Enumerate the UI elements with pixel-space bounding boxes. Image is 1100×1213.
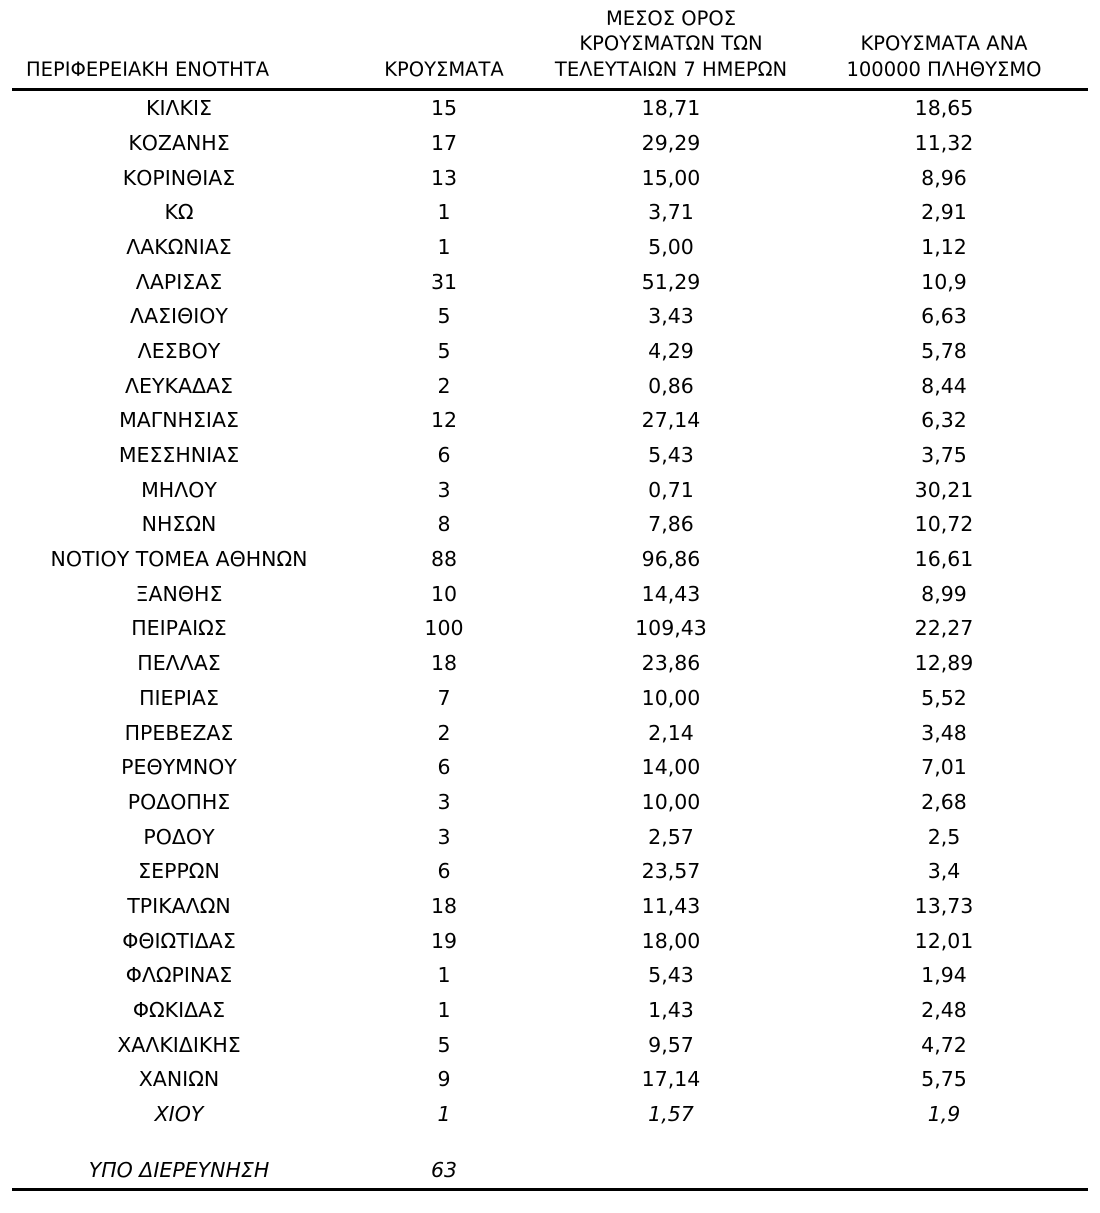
cell-cases: 5	[437, 338, 451, 363]
cell-per100k: 8,96	[921, 165, 967, 190]
table-row	[12, 369, 1088, 404]
cell-per100k: 12,01	[914, 928, 974, 953]
cell-avg7: 1,57	[648, 1102, 694, 1127]
table-header	[12, 6, 1088, 90]
cell-per100k: 16,61	[914, 547, 974, 572]
cell-region: ΦΩΚΙΔΑΣ	[132, 998, 226, 1022]
cell-per100k: 4,72	[921, 1032, 967, 1057]
cell-per100k: 6,63	[921, 304, 967, 329]
cell-region: ΦΛΩΡΙΝΑΣ	[125, 963, 233, 988]
cell-cases: 1	[437, 963, 451, 988]
cell-avg7: 0,71	[648, 477, 694, 502]
cell-avg7: 5,00	[648, 234, 694, 259]
table-body	[12, 90, 1088, 1188]
cell-avg7: 51,29	[641, 269, 701, 294]
cell-region: ΧΑΝΙΩΝ	[138, 1067, 220, 1092]
table-row	[12, 646, 1088, 681]
spacer-cell	[542, 1132, 800, 1154]
cell-region: ΚΟΡΙΝΘΙΑΣ	[122, 165, 236, 190]
table-row	[12, 1097, 1088, 1132]
cell-per100k: 11,32	[914, 130, 974, 155]
cell-per100k: 10,72	[914, 512, 974, 537]
cell-cases: 100	[424, 616, 464, 641]
cell-region: ΛΕΣΒΟΥ	[137, 338, 221, 363]
cell-avg7: 14,43	[641, 581, 701, 606]
cell-region: ΠΙΕΡΙΑΣ	[139, 685, 219, 710]
cell-cases: 6	[437, 443, 451, 467]
cell-cases: 10	[430, 581, 458, 606]
table-row	[12, 1062, 1088, 1097]
spacer-row	[12, 1132, 1088, 1154]
under-investigation-label: ΥΠΟ ΔΙΕΡΕΥΝΗΣΗ	[88, 1157, 270, 1182]
table-row	[12, 819, 1088, 854]
table-row	[12, 750, 1088, 785]
bottom-rule	[12, 1188, 1088, 1191]
cell-region: ΚΙΛΚΙΣ	[146, 96, 212, 121]
table-row	[12, 230, 1088, 265]
cell-avg7: 27,14	[641, 408, 701, 433]
cell-avg7: 17,14	[641, 1067, 701, 1092]
cell-region: ΛΕΥΚΑΔΑΣ	[125, 373, 233, 398]
cell-cases: 5	[437, 1032, 451, 1057]
cell-avg7: 11,43	[641, 893, 701, 918]
cell-cases: 2	[437, 720, 451, 745]
cell-region: ΞΑΝΘΗΣ	[135, 581, 223, 606]
table-row	[12, 924, 1088, 959]
cell-region: ΚΩ	[164, 200, 194, 225]
table-row	[12, 577, 1088, 612]
table-row	[12, 90, 1088, 126]
cell-avg7: 23,57	[641, 859, 701, 884]
table-row	[12, 299, 1088, 334]
cell-cases: 8	[437, 512, 451, 537]
cell-avg7: 96,86	[641, 547, 701, 572]
cell-avg7: 15,00	[641, 165, 701, 190]
cell-cases: 5	[437, 304, 451, 329]
cell-cases: 2	[437, 373, 451, 398]
table-row	[12, 542, 1088, 577]
table-row	[12, 958, 1088, 993]
cell-cases: 15	[430, 96, 458, 121]
column-header-line: ΚΡΟΥΣΜΑΤΑ ΑΝΑ	[860, 32, 1028, 56]
table-row	[12, 126, 1088, 161]
cell-per100k: 2,91	[921, 200, 967, 225]
cell-per100k: 3,48	[921, 720, 967, 745]
cell-per100k: 12,89	[914, 651, 974, 676]
table-row	[12, 715, 1088, 750]
cell-per100k: 1,9	[927, 1102, 961, 1127]
cell-cases: 88	[430, 547, 458, 572]
cell-cases: 1	[437, 200, 451, 225]
cases-by-region-table	[12, 6, 1088, 1187]
cell-cases: 6	[437, 755, 451, 780]
cell-per100k: 5,52	[921, 685, 967, 710]
cell-avg7: 23,86	[641, 651, 701, 676]
cell-avg7: 18,00	[641, 928, 701, 953]
cell-per100k: 2,5	[927, 824, 961, 849]
cell-avg7: 0,86	[648, 373, 694, 398]
cell-region: ΛΑΣΙΘΙΟΥ	[130, 304, 228, 329]
cell-avg7: 4,29	[648, 338, 694, 363]
table-row	[12, 160, 1088, 195]
cell-per100k: 1,94	[921, 963, 967, 988]
cell-avg7: 2,14	[648, 720, 694, 745]
cell-avg7: 5,43	[648, 443, 694, 467]
cell-per100k: 10,9	[921, 269, 967, 294]
cell-region: ΧΙΟΥ	[154, 1102, 204, 1127]
under-investigation-row	[12, 1154, 1088, 1188]
table-row	[12, 403, 1088, 438]
cell-avg7: 109,43	[635, 616, 707, 641]
column-header-region	[12, 6, 346, 90]
table-row	[12, 507, 1088, 542]
cell-region: ΡΕΘΥΜΝΟΥ	[121, 755, 237, 780]
cell-cases: 6	[437, 859, 451, 884]
cell-per100k: 3,4	[927, 859, 961, 884]
cell-per100k: 6,32	[921, 408, 967, 433]
cell-region: ΝΟΤΙΟΥ ΤΟΜΕΑ ΑΘΗΝΩΝ	[50, 547, 308, 572]
table-row	[12, 854, 1088, 889]
cell-region: ΝΗΣΩΝ	[141, 512, 217, 537]
table-row	[12, 993, 1088, 1028]
cell-cases: 12	[430, 408, 458, 433]
cell-region: ΠΡΕΒΕΖΑΣ	[124, 720, 234, 745]
cell-region: ΚΟΖΑΝΗΣ	[128, 130, 230, 155]
cell-avg7: 1,43	[648, 998, 694, 1022]
cell-per100k: 22,27	[914, 616, 974, 641]
cell-cases: 31	[430, 269, 458, 294]
cell-region: ΠΕΙΡΑΙΩΣ	[131, 616, 227, 641]
cell-cases: 19	[430, 928, 458, 953]
cell-per100k: 5,78	[921, 338, 967, 363]
cell-region: ΜΑΓΝΗΣΙΑΣ	[119, 408, 239, 433]
cell-region: ΧΑΛΚΙΔΙΚΗΣ	[117, 1032, 241, 1057]
cell-cases: 18	[430, 651, 458, 676]
cell-avg7: 29,29	[641, 130, 701, 155]
spacer-cell	[12, 1132, 346, 1154]
table-row	[12, 438, 1088, 473]
cell-avg7: 14,00	[641, 755, 701, 780]
cell-avg7: 3,71	[648, 200, 694, 225]
cell-per100k: 8,99	[921, 581, 967, 606]
column-header-per100k	[800, 6, 1088, 90]
column-header-line: ΚΡΟΥΣΜΑΤΩΝ ΤΩΝ	[579, 32, 763, 56]
column-header-cases	[346, 6, 542, 90]
under-investigation-per100k	[800, 1154, 1088, 1188]
cell-region: ΡΟΔΟΠΗΣ	[127, 789, 231, 814]
table-row	[12, 889, 1088, 924]
under-investigation-cases: 63	[430, 1157, 458, 1182]
cell-region: ΛΑΚΩΝΙΑΣ	[126, 234, 232, 259]
cell-per100k: 1,12	[921, 234, 967, 259]
table-row	[12, 681, 1088, 716]
cell-per100k: 7,01	[921, 755, 967, 780]
table-row	[12, 195, 1088, 230]
cell-per100k: 30,21	[914, 477, 974, 502]
cell-avg7: 5,43	[648, 963, 694, 988]
cell-avg7: 10,00	[641, 789, 701, 814]
table-row	[12, 264, 1088, 299]
cell-cases: 3	[437, 477, 451, 502]
column-header-line: ΚΡΟΥΣΜΑΤΑ	[384, 57, 504, 81]
cell-cases: 13	[430, 165, 458, 190]
cell-cases: 18	[430, 893, 458, 918]
table-row	[12, 473, 1088, 508]
cell-cases: 17	[430, 130, 458, 155]
cell-cases: 7	[437, 685, 451, 710]
cell-region: ΤΡΙΚΑΛΩΝ	[127, 893, 231, 918]
cell-per100k: 13,73	[914, 893, 974, 918]
spacer-cell	[800, 1132, 1088, 1154]
table-row	[12, 1028, 1088, 1063]
cell-per100k: 18,65	[914, 96, 974, 121]
spacer-cell	[346, 1132, 542, 1154]
cell-region: ΜΕΣΣΗΝΙΑΣ	[118, 443, 240, 467]
cell-avg7: 2,57	[648, 824, 694, 849]
table-header-row	[12, 6, 1088, 90]
cell-per100k: 8,44	[921, 373, 967, 398]
cell-avg7: 3,43	[648, 304, 694, 329]
column-header-line: 100000 ΠΛΗΘΥΣΜΟ	[846, 57, 1042, 81]
cell-region: ΦΘΙΩΤΙΔΑΣ	[122, 928, 236, 953]
cell-per100k: 2,68	[921, 789, 967, 814]
cell-cases: 1	[437, 998, 451, 1022]
under-investigation-avg7	[542, 1154, 800, 1188]
cell-cases: 3	[437, 789, 451, 814]
cell-cases: 1	[437, 234, 451, 259]
cell-region: ΠΕΛΛΑΣ	[137, 651, 221, 676]
document-sheet	[0, 6, 1100, 1213]
cell-avg7: 9,57	[648, 1032, 694, 1057]
cell-avg7: 18,71	[641, 96, 701, 121]
cell-cases: 9	[437, 1067, 451, 1092]
table-row	[12, 785, 1088, 820]
cell-region: ΛΑΡΙΣΑΣ	[135, 269, 223, 294]
cell-region: ΡΟΔΟΥ	[143, 824, 215, 849]
cell-region: ΣΕΡΡΩΝ	[138, 859, 220, 884]
column-header-line: ΠΕΡΙΦΕΡΕΙΑΚΗ ΕΝΟΤΗΤΑ	[26, 57, 270, 81]
table-row	[12, 334, 1088, 369]
table-row	[12, 611, 1088, 646]
cell-avg7: 7,86	[648, 512, 694, 537]
cell-per100k: 3,75	[921, 443, 967, 467]
column-header-line: ΜΕΣΟΣ ΟΡΟΣ	[605, 7, 737, 30]
cell-per100k: 2,48	[921, 998, 967, 1022]
cell-cases: 1	[437, 1102, 451, 1127]
cell-per100k: 5,75	[921, 1067, 967, 1092]
column-header-line: ΤΕΛΕΥΤΑΙΩΝ 7 ΗΜΕΡΩΝ	[554, 57, 788, 81]
cell-avg7: 10,00	[641, 685, 701, 710]
cell-region: ΜΗΛΟΥ	[141, 477, 217, 502]
cell-cases: 3	[437, 824, 451, 849]
column-header-avg7	[542, 6, 800, 90]
